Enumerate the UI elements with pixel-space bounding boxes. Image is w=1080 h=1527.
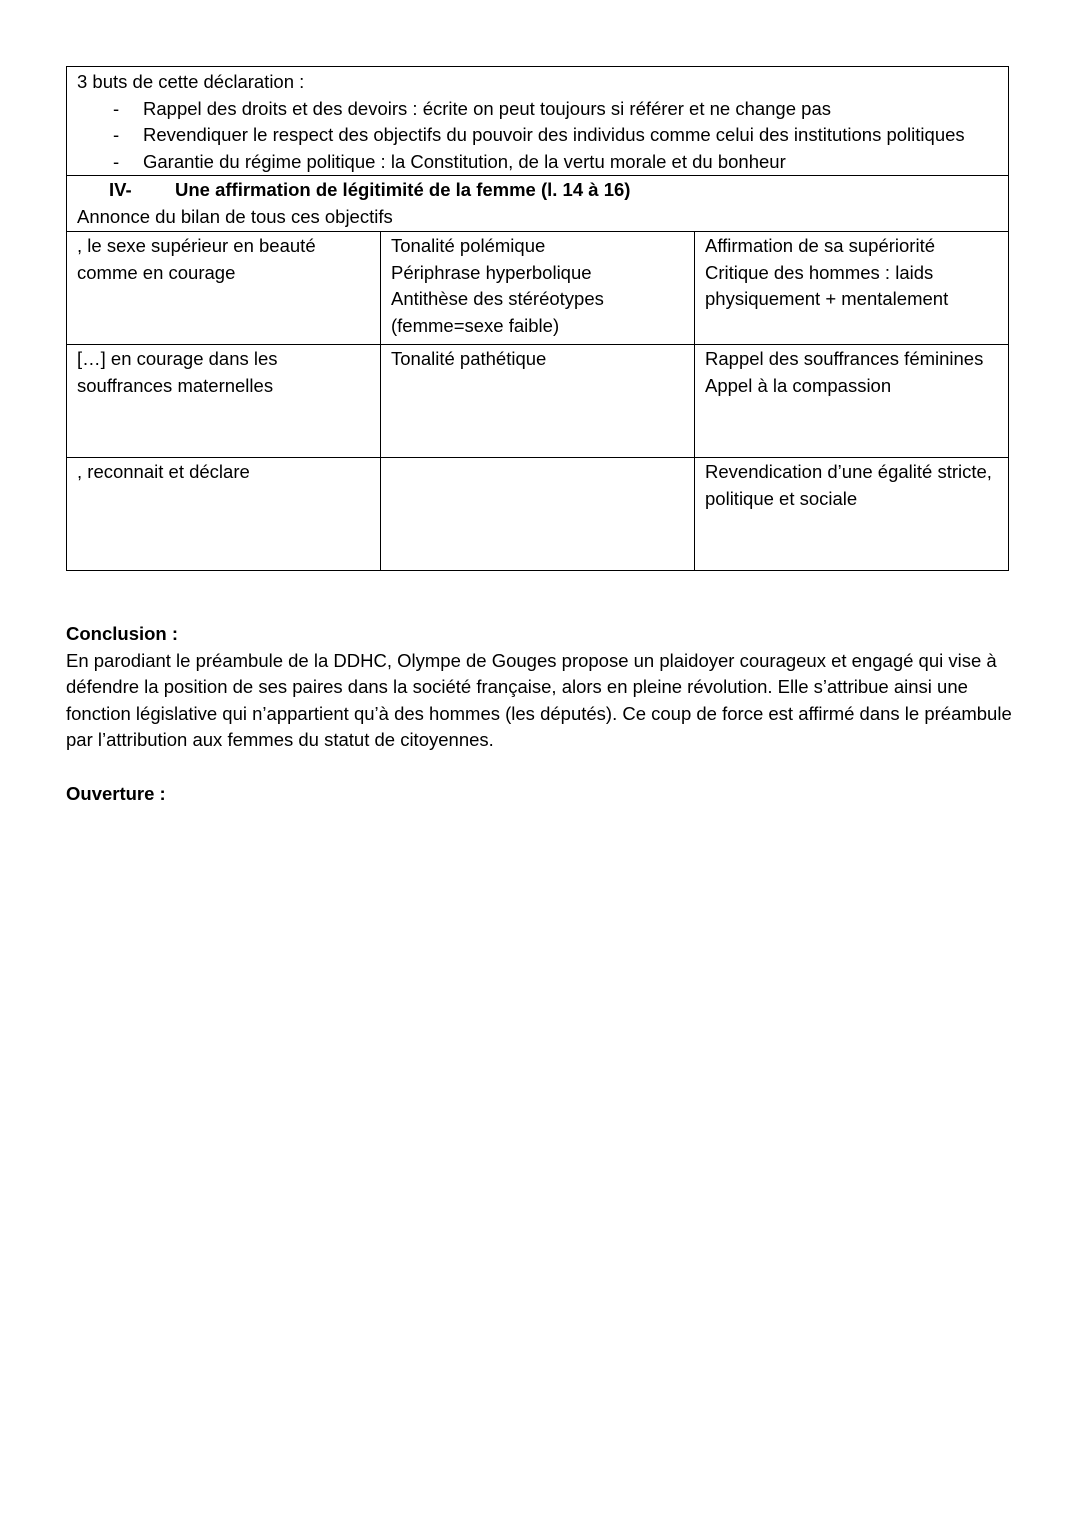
intro-cell bbox=[67, 67, 1009, 176]
procedes-cell bbox=[381, 458, 695, 571]
table-row bbox=[67, 345, 1009, 458]
interpretation-line: Affirmation de sa supériorité bbox=[705, 235, 935, 256]
interpretation-line: Revendication d’une égalité stricte, politique et sociale bbox=[705, 461, 992, 509]
quote-cell bbox=[67, 232, 381, 345]
section-subtitle: Annonce du bilan de tous ces objectifs bbox=[77, 205, 393, 227]
intro-bullet: - Rappel des droits et des devoirs : écrite on peut toujours si référer et ne change pas bbox=[143, 96, 998, 123]
interpretation-cell bbox=[695, 232, 1009, 345]
procede-line: Tonalité polémique bbox=[391, 235, 546, 256]
analysis-table-wrapper bbox=[66, 66, 1008, 571]
table-row bbox=[67, 232, 1009, 345]
procedes-cell bbox=[381, 232, 695, 345]
quote-text: , le sexe supérieur en beauté comme en courage bbox=[77, 235, 316, 283]
section-title: Une affirmation de légitimité de la femme (l. 14 à 16) bbox=[175, 179, 631, 200]
procede-line: Antithèse des stéréotypes bbox=[391, 288, 604, 309]
analysis-table bbox=[66, 66, 1009, 571]
intro-bullet-list bbox=[77, 96, 998, 176]
interpretation-cell bbox=[695, 458, 1009, 571]
intro-heading: 3 buts de cette déclaration : bbox=[77, 71, 305, 92]
conclusion-text: En parodiant le préambule de la DDHC, Olympe de Gouges propose un plaidoyer courageux et engagé qui vise à défendre la position de ses paires dans la société française, alors en pleine révolution. Elle s’attribue ainsi une fonction législative qui n’appartient qu’à des hommes (les députés). Ce coup de force est affirmé dans le préambule par l’attribution aux femmes du statut de citoyennes. bbox=[66, 649, 1012, 750]
quote-cell bbox=[67, 458, 381, 571]
quote-cell bbox=[67, 345, 381, 458]
interpretation-line: Rappel des souffrances féminines bbox=[705, 348, 984, 369]
quote-text: […] en courage dans les souffrances maternelles bbox=[77, 348, 278, 396]
procede-line: (femme=sexe faible) bbox=[391, 314, 560, 336]
procedes-cell bbox=[381, 345, 695, 458]
section-heading bbox=[77, 177, 998, 204]
interpretation-line: Appel à la compassion bbox=[705, 374, 892, 396]
interpretation-line: Critique des hommes : laids physiquement + mentalement bbox=[705, 261, 949, 309]
section-heading-cell bbox=[67, 176, 1009, 232]
opening-label: Ouverture : bbox=[66, 783, 166, 804]
procede-line: Tonalité pathétique bbox=[391, 348, 547, 369]
quote-text: , reconnait et déclare bbox=[77, 461, 250, 482]
conclusion-block bbox=[66, 621, 1016, 754]
opening-block bbox=[66, 781, 166, 808]
intro-bullet: - Revendiquer le respect des objectifs du pouvoir des individus comme celui des institutions politiques bbox=[143, 122, 998, 149]
section-number: IV- bbox=[109, 179, 132, 200]
intro-bullet: - Garantie du régime politique : la Constitution, de la vertu morale et du bonheur bbox=[143, 149, 998, 176]
procede-line: Périphrase hyperbolique bbox=[391, 261, 592, 283]
interpretation-cell bbox=[695, 345, 1009, 458]
conclusion-label: Conclusion : bbox=[66, 623, 179, 644]
table-row bbox=[67, 458, 1009, 571]
